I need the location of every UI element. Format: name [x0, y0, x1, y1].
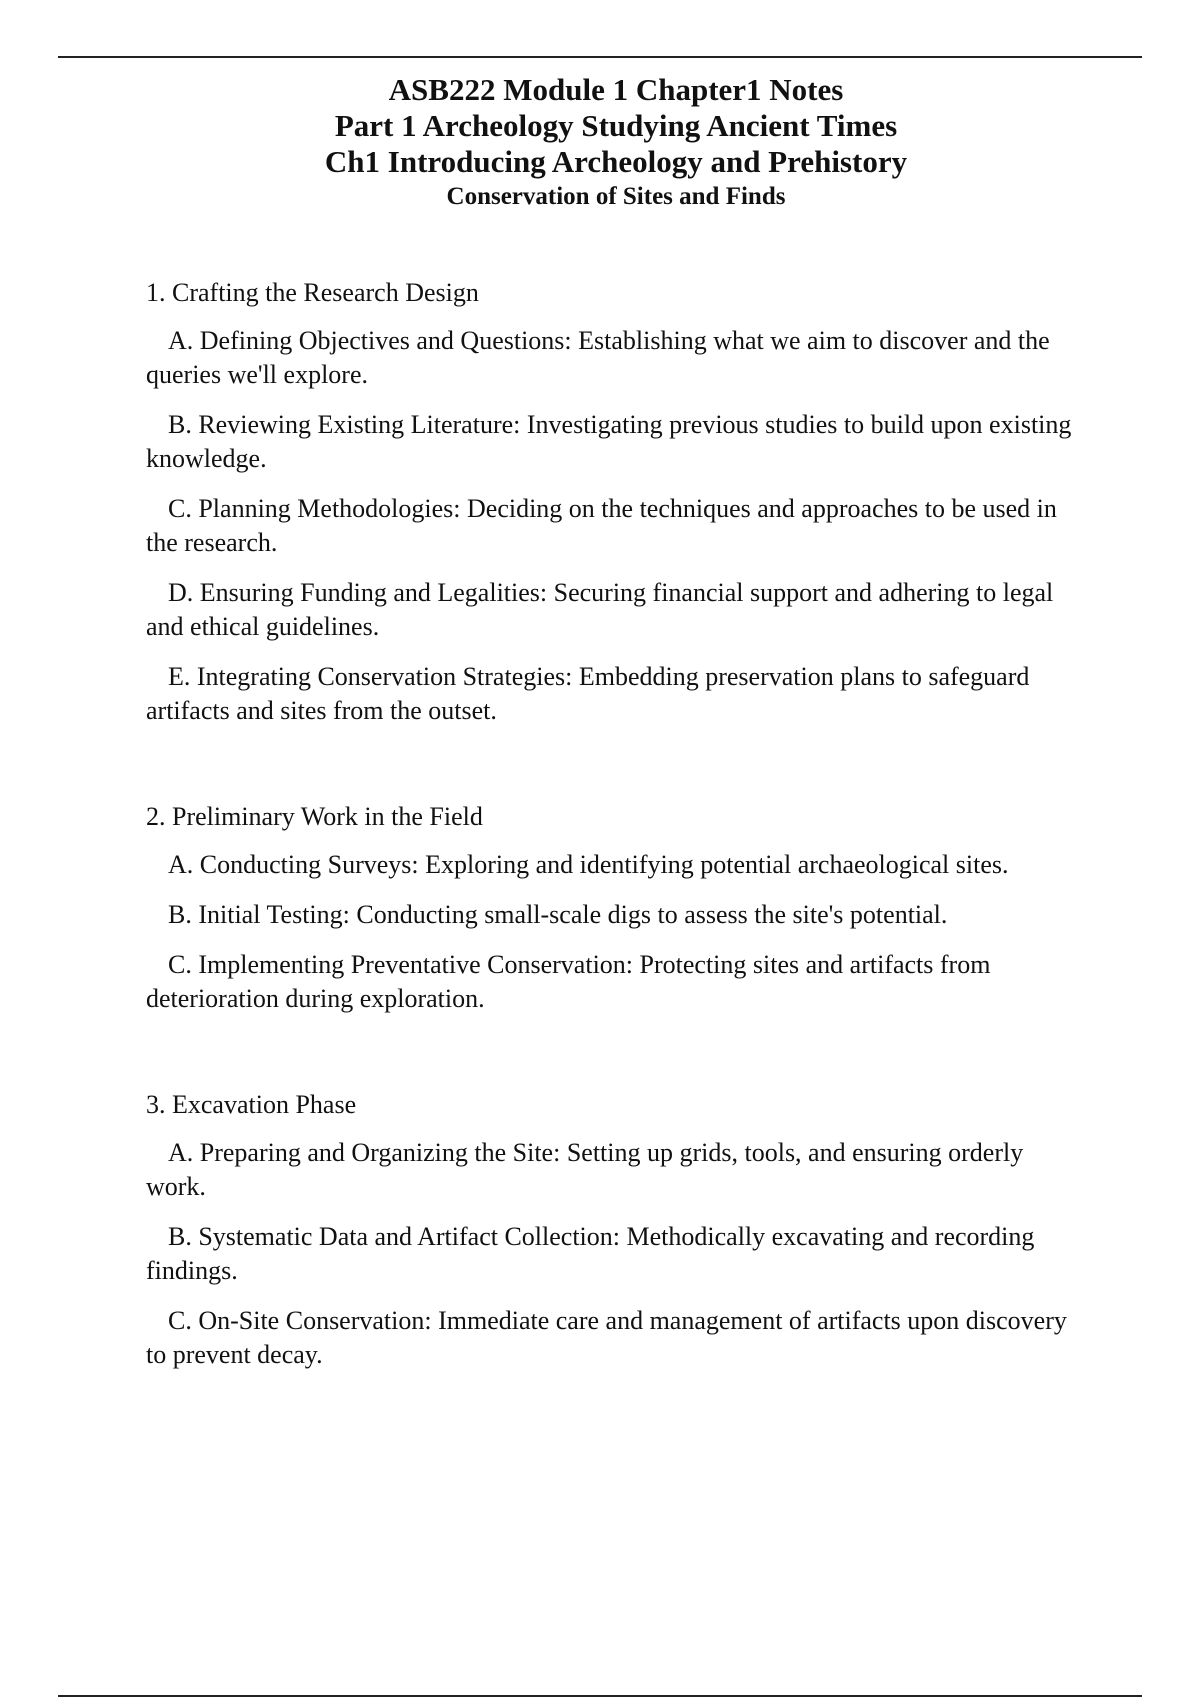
topic-subtitle: Conservation of Sites and Finds: [446, 183, 786, 210]
chapter-title: Ch1 Introducing Archeology and Prehistory: [324, 144, 908, 179]
document-page: [146, 72, 1086, 1372]
part-title: Part 1 Archeology Studying Ancient Times: [334, 108, 898, 143]
section-heading: 3. Excavation Phase: [146, 1090, 357, 1119]
section-heading: 2. Preliminary Work in the Field: [146, 802, 483, 831]
list-item: A. Preparing and Organizing the Site: Setting up grids, tools, and ensuring orderly work.: [146, 1138, 1024, 1201]
bottom-rule: [58, 1695, 1142, 1697]
list-item: B. Initial Testing: Conducting small-scale digs to assess the site's potential.: [168, 900, 948, 929]
section-excavation-phase: [146, 1088, 1086, 1372]
list-item: A. Defining Objectives and Questions: Establishing what we aim to discover and the queries we'll explore.: [146, 326, 1050, 389]
list-item: C. Planning Methodologies: Deciding on the techniques and approaches to be used in the research.: [146, 494, 1057, 557]
list-item: D. Ensuring Funding and Legalities: Securing financial support and adhering to legal and ethical guidelines.: [146, 578, 1054, 641]
list-item: B. Reviewing Existing Literature: Investigating previous studies to build upon existing knowledge.: [146, 410, 1072, 473]
title-block: [106, 72, 1126, 212]
top-rule: [58, 56, 1142, 58]
section-heading: 1. Crafting the Research Design: [146, 278, 479, 307]
list-item: C. On-Site Conservation: Immediate care and management of artifacts upon discovery to prevent decay.: [146, 1306, 1067, 1369]
list-item: E. Integrating Conservation Strategies: Embedding preservation plans to safeguard artifacts and sites from the outset.: [146, 662, 1030, 725]
section-research-design: [146, 276, 1086, 728]
list-item: B. Systematic Data and Artifact Collection: Methodically excavating and recording findings.: [146, 1222, 1035, 1285]
list-item: C. Implementing Preventative Conservation: Protecting sites and artifacts from deterioration during exploration.: [146, 950, 991, 1013]
list-item: A. Conducting Surveys: Exploring and identifying potential archaeological sites.: [168, 850, 1009, 879]
course-title: ASB222 Module 1 Chapter1 Notes: [388, 72, 844, 107]
section-preliminary-work: [146, 800, 1086, 1016]
